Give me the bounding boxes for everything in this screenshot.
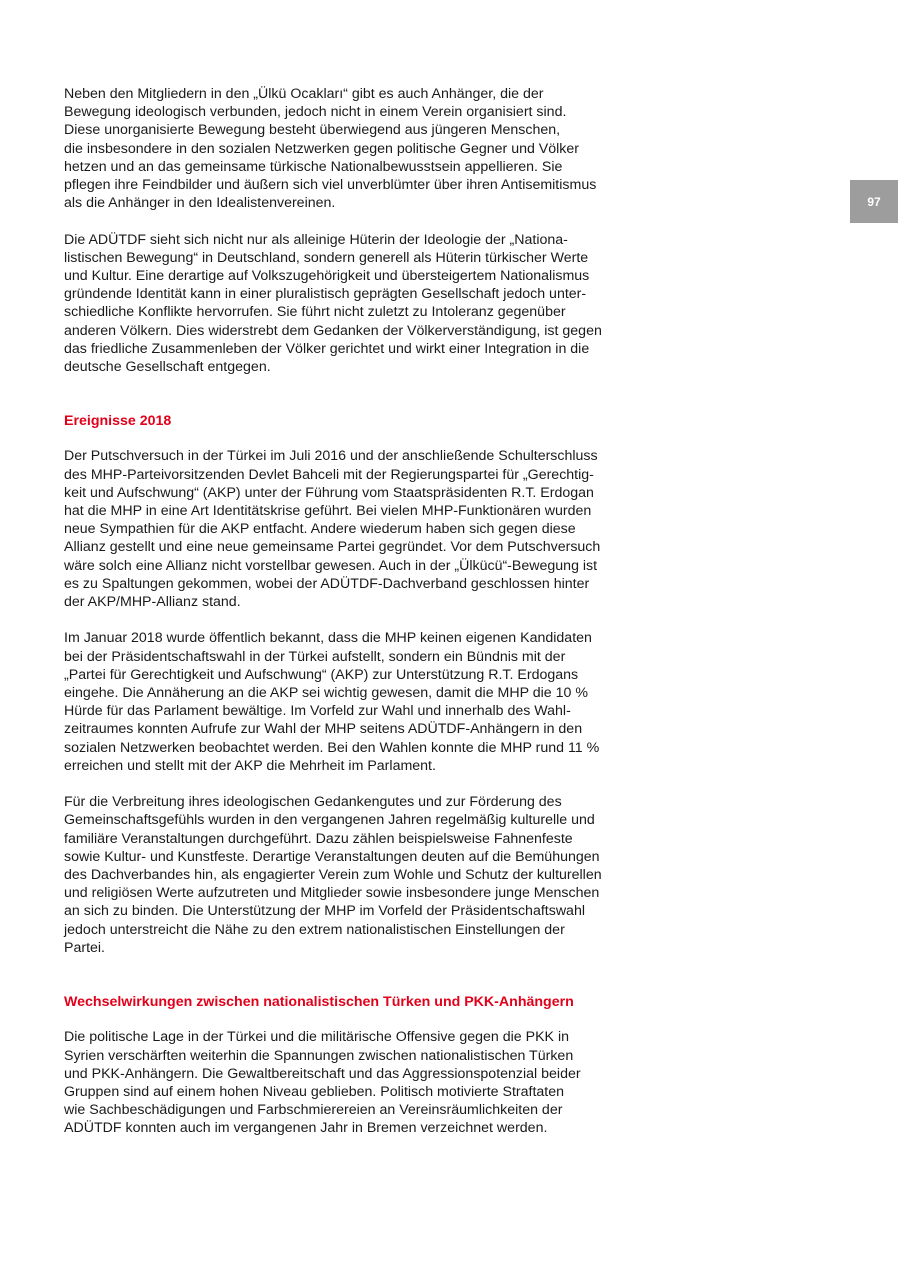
text-line: Für die Verbreitung ihres ideologischen Gedankengutes und zur Förderung des: [64, 794, 562, 811]
text-line: hetzen und an das gemeinsame türkische Nationalbewusstsein appellieren. Sie: [64, 158, 563, 175]
text-line: es zu Spaltungen gekommen, wobei der ADÜTDF-Dachverband geschlossen hinter: [64, 575, 590, 592]
text-line: deutsche Gesellschaft entgegen.: [64, 359, 271, 376]
text-line: die insbesondere in den sozialen Netzwerken gegen politische Gegner und Völker: [64, 140, 580, 157]
text-line: des MHP-Parteivorsitzenden Devlet Bahceli mit der Regierungspartei für „Gerechtig-: [64, 466, 594, 483]
text-line: an sich zu binden. Die Unterstützung der MHP im Vorfeld der Präsidentschaftswahl: [64, 903, 585, 920]
paragraph: [64, 793, 624, 957]
text-line: Gemeinschaftsgefühls wurden in den vergangenen Jahren regelmäßig kulturelle und: [64, 812, 595, 829]
text-line: schiedliche Konflikte hervorrufen. Sie führt nicht zuletzt zu Intoleranz gegenüber: [64, 304, 566, 321]
page-number-tab: 97: [850, 180, 898, 223]
text-line: gründende Identität kann in einer pluralistisch geprägten Gesellschaft jedoch unter-: [64, 286, 587, 303]
text-line: Allianz gestellt und eine neue gemeinsame Partei gegründet. Vor dem Putschversuch: [64, 539, 601, 556]
text-line: Die ADÜTDF sieht sich nicht nur als alleinige Hüterin der Ideologie der „Nationa-: [64, 231, 568, 248]
text-line: neue Sympathien für die AKP entfacht. Andere wiederum haben sich gegen diese: [64, 521, 576, 538]
text-line: und PKK-Anhängern. Die Gewaltbereitschaft und das Aggressionspotenzial beider: [64, 1065, 581, 1082]
text-line: erreichen und stellt mit der AKP die Mehrheit im Parlament.: [64, 757, 436, 774]
text-line: der AKP/MHP-Allianz stand.: [64, 594, 241, 611]
section-heading: Wechselwirkungen zwischen nationalistischen Türken und PKK-Anhängern: [64, 994, 574, 1011]
paragraph: [64, 1028, 624, 1137]
text-line: „Partei für Gerechtigkeit und Aufschwung“ (AKP) zur Unterstützung R.T. Erdogans: [64, 666, 579, 683]
text-line: jedoch unterstreicht die Nähe zu den extrem nationalistischen Einstellungen der: [64, 921, 565, 938]
text-line: hat die MHP in eine Art Identitätskrise geführt. Bei vielen MHP-Funktionären wurden: [64, 503, 592, 520]
text-line: wie Sachbeschädigungen und Farbschmierereien an Vereinsräumlichkeiten der: [64, 1102, 563, 1119]
text-line: bei der Präsidentschaftswahl in der Türkei aufstellt, sondern ein Bündnis mit der: [64, 648, 566, 665]
text-line: Der Putschversuch in der Türkei im Juli 2016 und der anschließende Schulterschluss: [64, 448, 598, 465]
text-line: Syrien verschärften weiterhin die Spannungen zwischen nationalistischen Türken: [64, 1047, 574, 1064]
text-line: Gruppen sind auf einem hohen Niveau geblieben. Politisch motivierte Straftaten: [64, 1083, 565, 1100]
paragraph: [64, 629, 624, 775]
text-line: wäre solch eine Allianz nicht vorstellbar gewesen. Auch in der „Ülkücü“-Bewegung ist: [64, 557, 598, 574]
text-line: zeitraumes konnten Aufrufe zur Wahl der MHP seitens ADÜTDF-Anhängern in den: [64, 721, 583, 738]
text-line: Hürde für das Parlament bewältige. Im Vorfeld zur Wahl und innerhalb des Wahl-: [64, 703, 571, 720]
paragraph: [64, 231, 624, 377]
text-line: keit und Aufschwung“ (AKP) unter der Führung vom Staatspräsidenten R.T. Erdogan: [64, 484, 594, 501]
text-line: listischen Bewegung“ in Deutschland, sondern generell als Hüterin türkischer Werte: [64, 249, 589, 266]
text-line: Bewegung ideologisch verbunden, jedoch nicht in einem Verein organisiert sind.: [64, 104, 567, 121]
text-line: pflegen ihre Feindbilder und äußern sich viel unverblümter über ihren Antisemitismus: [64, 177, 597, 194]
text-line: des Dachverbandes hin, als engagierter Verein zum Wohle und Schutz der kulturellen: [64, 867, 602, 884]
text-line: und religiösen Werte aufzutreten und Mitglieder sowie insbesondere junge Menschen: [64, 885, 600, 902]
text-line: Im Januar 2018 wurde öffentlich bekannt, dass die MHP keinen eigenen Kandidaten: [64, 630, 592, 647]
text-line: anderen Völkern. Dies widerstrebt dem Gedanken der Völkerverständigung, ist gegen: [64, 322, 602, 339]
text-line: sowie Kultur- und Kunstfeste. Derartige Veranstaltungen deuten auf die Bemühungen: [64, 848, 600, 865]
text-line: sozialen Netzwerken beobachtet werden. Bei den Wahlen konnte die MHP rund 11 %: [64, 739, 600, 756]
paragraph: [64, 85, 624, 212]
text-line: Die politische Lage in der Türkei und die militärische Offensive gegen die PKK in: [64, 1029, 569, 1046]
text-line: Partei.: [64, 939, 106, 956]
document-body: [64, 85, 624, 1156]
text-line: und Kultur. Eine derartige auf Volkszugehörigkeit und übersteigertem Nationalismus: [64, 268, 590, 285]
text-line: ADÜTDF konnten auch im vergangenen Jahr in Bremen verzeichnet werden.: [64, 1120, 548, 1137]
text-line: familiäre Veranstaltungen durchgeführt. Dazu zählen beispielsweise Fahnenfeste: [64, 830, 573, 847]
paragraph: [64, 447, 624, 611]
text-line: Neben den Mitgliedern in den „Ülkü Ocakları“ gibt es auch Anhänger, die der: [64, 86, 544, 102]
text-line: als die Anhänger in den Idealistenvereinen.: [64, 195, 336, 212]
text-line: das friedliche Zusammenleben der Völker gerichtet und wirkt einer Integration in die: [64, 340, 590, 357]
text-line: Diese unorganisierte Bewegung besteht überwiegend aus jüngeren Menschen,: [64, 122, 561, 139]
text-line: eingehe. Die Annäherung an die AKP sei wichtig gewesen, damit die MHP die 10 %: [64, 685, 588, 702]
section-heading: Ereignisse 2018: [64, 413, 172, 430]
